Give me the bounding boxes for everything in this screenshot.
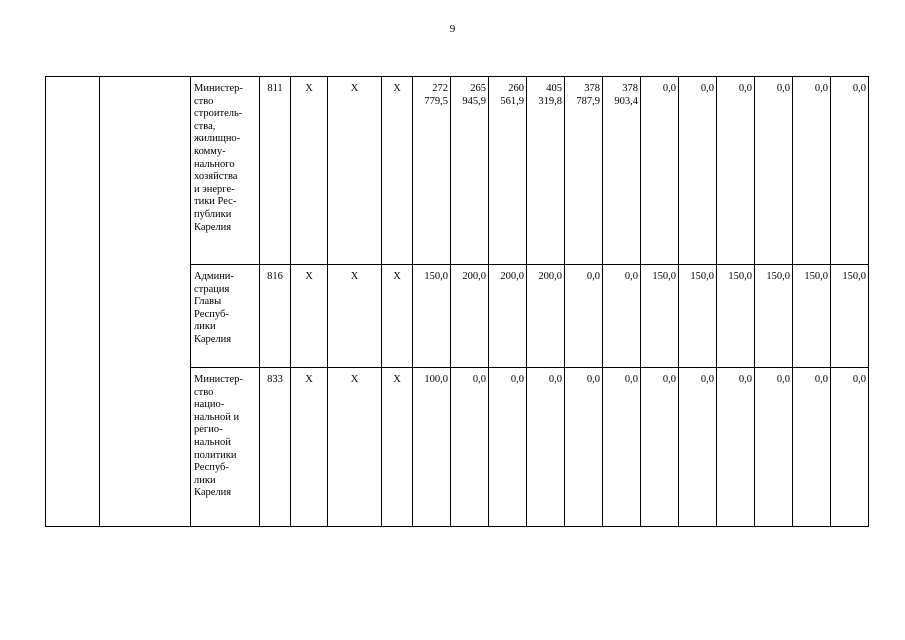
value-cell: [641, 265, 679, 368]
organization-line: нальной: [194, 436, 231, 448]
x-cell: Х: [382, 265, 413, 368]
value-line: 150,0: [842, 271, 866, 282]
value-cell: [489, 368, 527, 527]
value-line: 0,0: [624, 374, 638, 385]
value-line: 0,0: [776, 374, 790, 385]
organization-line: регио-: [194, 424, 223, 436]
organization-line: Министер-: [194, 83, 243, 94]
value-cell: [679, 265, 717, 368]
value-cell: [717, 265, 755, 368]
value-line: 0,0: [586, 271, 600, 282]
organization-line: тики Рес-: [194, 196, 237, 208]
value-line: 150,0: [424, 271, 448, 282]
organization-line: нацио-: [194, 399, 225, 411]
value-line: 0,0: [662, 83, 676, 94]
budget-table: [45, 76, 869, 527]
x-cell: Х: [382, 368, 413, 527]
value-line: 100,0: [424, 374, 448, 385]
organization-cell: [191, 77, 260, 265]
value-cell: [755, 368, 793, 527]
organization-line: нальной и: [194, 411, 240, 423]
organization-line: Карелия: [194, 221, 232, 233]
organization-line: Админи-: [194, 271, 234, 282]
value-line: 0,0: [586, 374, 600, 385]
value-cell: [755, 265, 793, 368]
value-line: 903,4: [614, 95, 638, 107]
value-cell: [603, 368, 641, 527]
x-cell: Х: [328, 368, 382, 527]
organization-line: Респуб-: [194, 308, 229, 320]
value-cell: [679, 368, 717, 527]
value-line: 0,0: [776, 83, 790, 94]
x-cell: Х: [382, 77, 413, 265]
table-row: [46, 77, 869, 265]
value-cell: [755, 77, 793, 265]
value-line: 405: [546, 83, 562, 94]
value-cell: [413, 368, 451, 527]
value-cell: [717, 77, 755, 265]
organization-line: ства,: [194, 120, 216, 132]
value-line: 0,0: [814, 374, 828, 385]
value-line: 150,0: [728, 271, 752, 282]
code-cell: 816: [260, 265, 291, 368]
value-line: 0,0: [700, 374, 714, 385]
value-line: 779,5: [424, 95, 448, 107]
organization-line: Карелия: [194, 487, 232, 499]
value-line: 0,0: [738, 83, 752, 94]
value-line: 200,0: [462, 271, 486, 282]
value-cell: [527, 368, 565, 527]
value-cell: [793, 265, 831, 368]
value-cell: [603, 77, 641, 265]
page-number: 9: [449, 23, 456, 35]
value-line: 150,0: [766, 271, 790, 282]
value-cell: [527, 77, 565, 265]
code-cell: 811: [260, 77, 291, 265]
value-cell: [565, 265, 603, 368]
organization-line: ство: [194, 95, 214, 107]
value-cell: [565, 77, 603, 265]
value-line: 561,9: [500, 95, 524, 107]
value-line: 200,0: [500, 271, 524, 282]
x-cell: Х: [328, 265, 382, 368]
organization-line: публики: [194, 208, 232, 220]
value-line: 272: [432, 83, 448, 94]
value-cell: [565, 368, 603, 527]
value-cell: [527, 265, 565, 368]
value-line: 265: [470, 83, 486, 94]
organization-line: страция: [194, 283, 230, 295]
value-cell: [679, 77, 717, 265]
value-cell: [451, 77, 489, 265]
value-cell: [831, 368, 869, 527]
value-line: 0,0: [852, 374, 866, 385]
value-cell: [489, 77, 527, 265]
value-line: 0,0: [548, 374, 562, 385]
value-cell: [793, 368, 831, 527]
organization-line: Министер-: [194, 374, 243, 385]
organization-cell: [191, 368, 260, 527]
value-cell: [641, 368, 679, 527]
x-cell: Х: [328, 77, 382, 265]
value-cell: [717, 368, 755, 527]
organization-line: Респуб-: [194, 462, 229, 474]
value-line: 0,0: [738, 374, 752, 385]
value-cell: [793, 77, 831, 265]
value-line: 378: [584, 83, 600, 94]
organization-line: нального: [194, 158, 235, 170]
organization-line: ство: [194, 386, 214, 398]
value-line: 945,9: [462, 95, 486, 107]
value-line: 0,0: [472, 374, 486, 385]
value-cell: [451, 265, 489, 368]
value-cell: [603, 265, 641, 368]
table-body: [46, 77, 869, 527]
value-cell: [831, 265, 869, 368]
organization-line: строитель-: [194, 108, 243, 120]
value-line: 150,0: [652, 271, 676, 282]
value-line: 378: [622, 83, 638, 94]
organization-cell: [191, 265, 260, 368]
value-line: 0,0: [662, 374, 676, 385]
value-line: 0,0: [814, 83, 828, 94]
organization-line: лики: [194, 321, 216, 333]
x-cell: Х: [291, 77, 328, 265]
value-line: 787,9: [576, 95, 600, 107]
organization-line: Главы: [194, 296, 222, 308]
value-line: 0,0: [700, 83, 714, 94]
organization-line: жилищно-: [194, 133, 241, 145]
value-line: 0,0: [510, 374, 524, 385]
value-line: 319,8: [538, 95, 562, 107]
organization-line: Карелия: [194, 333, 232, 345]
value-cell: [831, 77, 869, 265]
value-cell: [489, 265, 527, 368]
organization-line: лики: [194, 474, 216, 486]
value-cell: [641, 77, 679, 265]
code-cell: 833: [260, 368, 291, 527]
value-line: 0,0: [624, 271, 638, 282]
value-line: 200,0: [538, 271, 562, 282]
value-line: 0,0: [852, 83, 866, 94]
blank-cell-left: [46, 77, 100, 527]
organization-line: хозяйства: [194, 171, 238, 183]
value-cell: [451, 368, 489, 527]
value-cell: [413, 77, 451, 265]
organization-line: политики: [194, 449, 237, 461]
organization-line: комму-: [194, 145, 226, 157]
value-line: 260: [508, 83, 524, 94]
value-cell: [413, 265, 451, 368]
x-cell: Х: [291, 368, 328, 527]
organization-line: и энерге-: [194, 183, 235, 195]
x-cell: Х: [291, 265, 328, 368]
value-line: 150,0: [804, 271, 828, 282]
value-line: 150,0: [690, 271, 714, 282]
blank-cell-mid: [100, 77, 191, 527]
